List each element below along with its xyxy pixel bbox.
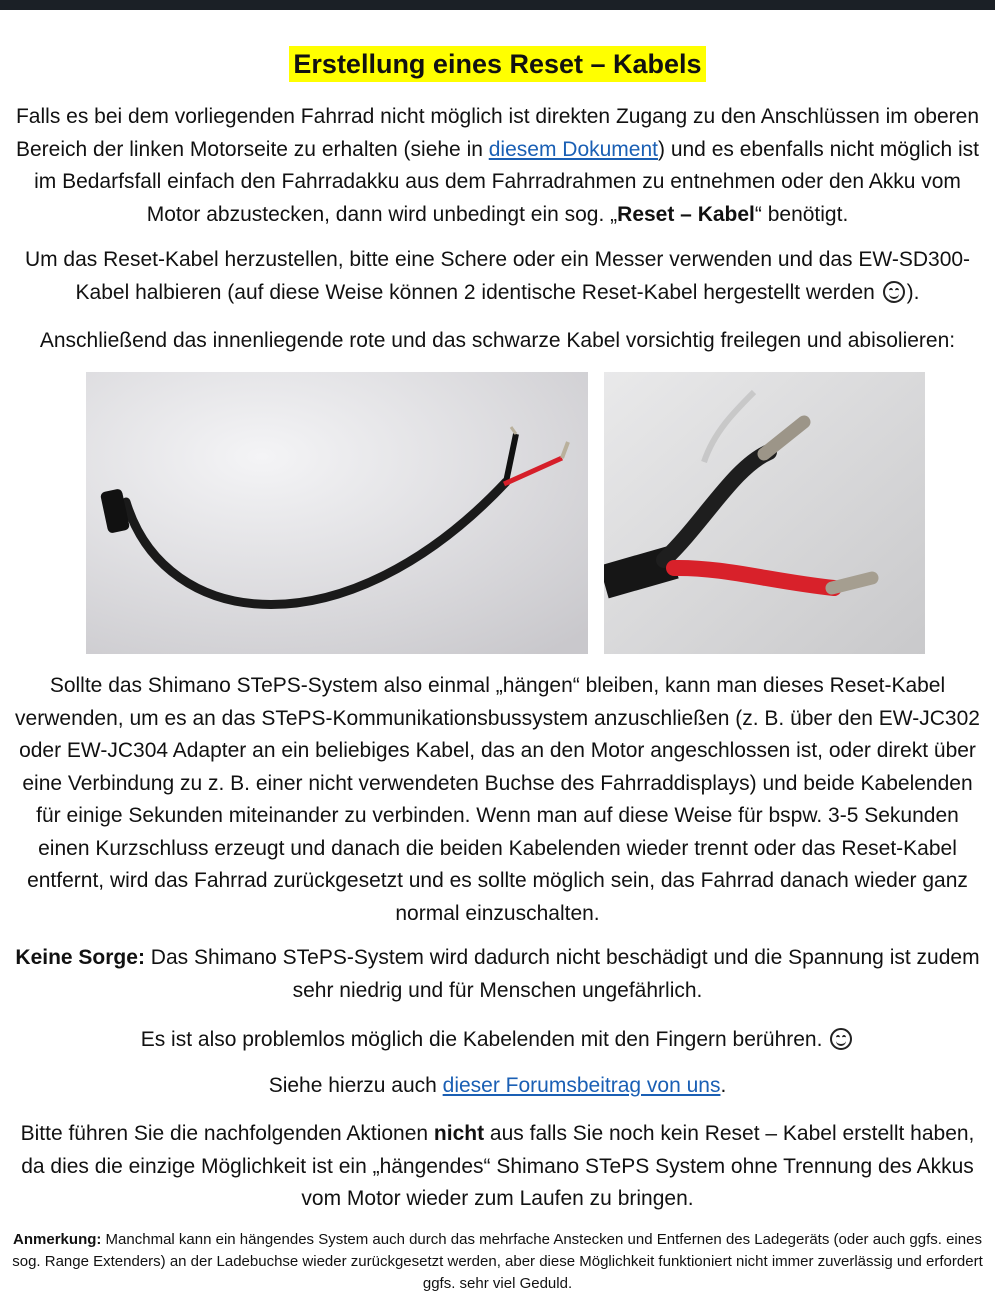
touch-text: Es ist also problemlos möglich die Kabelenden mit den Fingern berühren. [140,1028,829,1051]
intro-text-a: Falls es bei dem vorliegenden Fahrrad nicht möglich ist direkten Zugang zu den Anschlüssen im oberen Bereich der linken Motorseite zu erhalten (siehe in [15,105,980,161]
cut-text-a: Um das Reset-Kabel herzustellen, bitte eine Schere oder ein Messer verwenden und das EW-SD300-Kabel halbieren (auf diese Weise können 2 identische Reset-Kabel hergestellt werden [24,248,971,304]
cable-photo-whole [86,372,588,654]
top-bar [0,0,995,10]
note-text: Manchmal kann ein hängendes System auch durch das mehrfache Anstecken und Entfernen des Ladegeräts (oder auch ggfs. eines sog. Range Extenders) an der Ladebuchse wieder zurückgesetzt werden, aber diese Möglichkeit funktioniert nicht immer zuverlässig und erfordert ggfs. sehr viel Geduld. [12,1231,983,1292]
no-worry-paragraph [8,942,987,1007]
forum-link[interactable]: dieser Forumsbeitrag von uns [442,1074,721,1097]
page-title: Erstellung eines Reset – Kabels [289,46,705,82]
smiling-face-icon [883,281,905,303]
cable-photo-stripped [604,372,925,654]
intro-text-b: ) und es ebenfalls nicht möglich ist im Bedarfsfall einfach den Fahrradakku aus dem Fahrradrahmen zu entnehmen oder den Akku vom Motor abzustecken, dann wird unbedingt ein sog. „ [34,137,979,226]
cut-text-b: ). [906,280,920,304]
note-paragraph [8,1229,987,1295]
warning-text-a: Bitte führen Sie die nachfolgenden Aktionen [20,1122,434,1145]
cut-instructions-paragraph [8,244,987,309]
touch-paragraph [8,1024,987,1057]
forum-text-b: . [720,1074,727,1097]
warning-text-b: aus falls Sie noch kein Reset – Kabel erstellt haben, da dies die einzige Möglichkeit ist ein „hängendes“ Shimano STePS System ohne Trennung des Akkus vom Motor wieder zum Laufen zu bringen. [21,1122,975,1210]
title-container [0,46,995,82]
cable-stripped-illustration [604,372,925,654]
no-worry-bold: Keine Sorge: [15,946,145,969]
intro-paragraph [8,101,987,231]
forum-text-a: Siehe hierzu auch [268,1074,443,1097]
smiling-face-icon [830,1028,852,1050]
warning-paragraph [8,1118,987,1216]
forum-paragraph [8,1070,987,1103]
strip-instructions-paragraph: Anschließend das innenliegende rote und das schwarze Kabel vorsichtig freilegen und abisolieren: [39,329,956,352]
note-label: Anmerkung: [13,1231,102,1248]
no-worry-text: Das Shimano STePS-System wird dadurch nicht beschädigt und die Spannung ist zudem sehr niedrig und für Menschen ungefährlich. [144,946,980,1002]
cable-whole-illustration [86,372,588,654]
reset-kabel-bold: Reset – Kabel [617,202,755,226]
intro-text-c: “ benötigt. [754,202,849,226]
nicht-bold: nicht [433,1122,485,1145]
usage-paragraph: Sollte das Shimano STePS-System also einmal „hängen“ bleiben, kann man dieses Reset-Kabel verwenden, um es an das STePS-Kommunikationsbussystem anzuschließen (z. B. über den EW-JC302 oder EW-JC304 Adapter an ein beliebiges Kabel, das an den Motor angeschlossen ist, oder direkt über eine Verbindung zu z. B. einer nicht verwendeten Buchse des Fahrraddisplays) und beide Kabelenden für einige Sekunden miteinander zu verbinden. Wenn man auf diese Weise für bspw. 3-5 Sekunden einen Kurzschluss erzeugt und danach die beiden Kabelenden wieder trennt oder das Reset-Kabel entfernt, wird das Fahrrad zurückgesetzt und es sollte möglich sein, das Fahrrad danach wieder ganz normal einzuschalten. [15,674,980,925]
document-link[interactable]: diesem Dokument [488,137,658,161]
